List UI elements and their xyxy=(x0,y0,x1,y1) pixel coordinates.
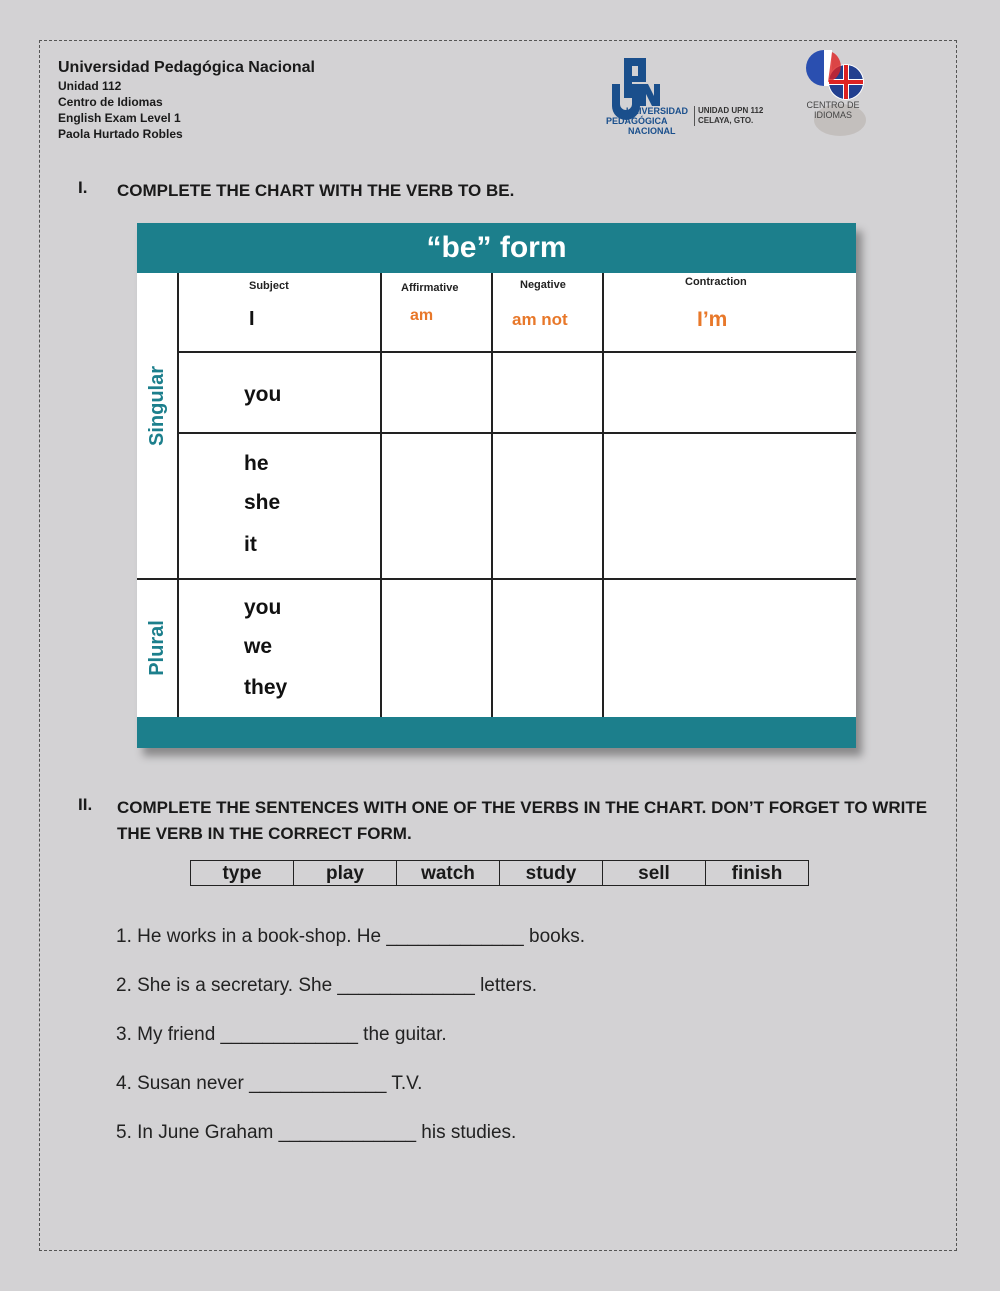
flags-icon xyxy=(800,48,870,138)
upn-unit-line: UNIDAD UPN 112 xyxy=(698,106,764,115)
sentence-5: 5. In June Graham _____________ his studies. xyxy=(116,1122,517,1143)
verb-finish: finish xyxy=(731,863,783,884)
upn-logo-line: NACIONAL xyxy=(628,126,676,136)
subject-we: we xyxy=(244,635,273,658)
verb-bank xyxy=(190,860,809,886)
section-number: II. xyxy=(78,795,93,814)
sentence-2: 2. She is a secretary. She _____________ letters. xyxy=(116,975,538,996)
upn-logo-line: UNIVERSIDAD xyxy=(626,106,689,116)
verb-study: study xyxy=(500,861,603,885)
chart-footer-bar xyxy=(137,717,856,748)
grid-line xyxy=(380,273,382,717)
header-line: Centro de Idiomas xyxy=(58,95,163,109)
upn-logo-text xyxy=(606,106,688,136)
sentence-3: 3. My friend _____________ the guitar. xyxy=(116,1024,447,1045)
section-title-line: COMPLETE THE SENTENCES WITH ONE OF THE VERBS IN THE CHART. DON’T FORGET TO WRITE xyxy=(117,798,928,817)
subject-she: she xyxy=(244,491,281,514)
grid-line xyxy=(491,273,493,717)
header-line: Paola Hurtado Robles xyxy=(58,127,183,141)
column-header-contraction: Contraction xyxy=(685,276,747,288)
institution-name: Universidad Pedagógica Nacional xyxy=(58,59,315,76)
example-contraction: I’m xyxy=(697,308,728,331)
sentence-1: 1. He works in a book-shop. He _____________ books. xyxy=(116,926,585,947)
chart-title: “be” form xyxy=(137,223,856,273)
header-line: Unidad 112 xyxy=(58,79,122,93)
upn-unit-text xyxy=(694,106,763,126)
verb-play: play xyxy=(294,861,397,885)
example-affirmative: am xyxy=(410,307,434,324)
subject-you-singular: you xyxy=(244,383,282,406)
column-header-subject: Subject xyxy=(249,280,289,292)
grid-line xyxy=(177,351,856,353)
header-line: English Exam Level 1 xyxy=(58,111,181,125)
section-title-line: THE VERB IN THE CORRECT FORM. xyxy=(117,824,412,843)
grid-line xyxy=(602,273,604,717)
language-center-logo xyxy=(800,48,870,138)
language-center-text xyxy=(800,100,866,120)
subject-he: he xyxy=(244,452,269,475)
plural-label: Plural xyxy=(146,620,168,676)
be-form-chart xyxy=(137,223,856,748)
section-title: COMPLETE THE CHART WITH THE VERB TO BE. xyxy=(117,181,515,200)
column-header-negative: Negative xyxy=(520,279,566,291)
example-negative: am not xyxy=(512,310,568,329)
verb-sell: sell xyxy=(603,861,706,885)
sentence-4: 4. Susan never _____________ T.V. xyxy=(116,1073,423,1094)
grid-line xyxy=(177,432,856,434)
language-center-line: CENTRO DE xyxy=(806,100,860,110)
grid-line xyxy=(137,578,856,580)
grid-line xyxy=(177,273,179,717)
singular-label: Singular xyxy=(146,366,168,447)
subject-you-plural: you xyxy=(244,596,282,619)
subject-it: it xyxy=(244,533,257,556)
section-number: I. xyxy=(78,178,88,197)
verb-type: type xyxy=(191,861,294,885)
example-subject: I xyxy=(249,308,255,330)
language-center-line: IDIOMAS xyxy=(813,110,852,120)
upn-logo-line: PEDAGÓGICA xyxy=(606,116,668,126)
subject-they: they xyxy=(244,676,288,699)
institution-header xyxy=(58,58,315,142)
column-header-affirmative: Affirmative xyxy=(401,282,459,294)
verb-watch: watch xyxy=(397,861,500,885)
upn-unit-line: CELAYA, GTO. xyxy=(698,116,754,125)
upn-logo xyxy=(606,58,776,138)
